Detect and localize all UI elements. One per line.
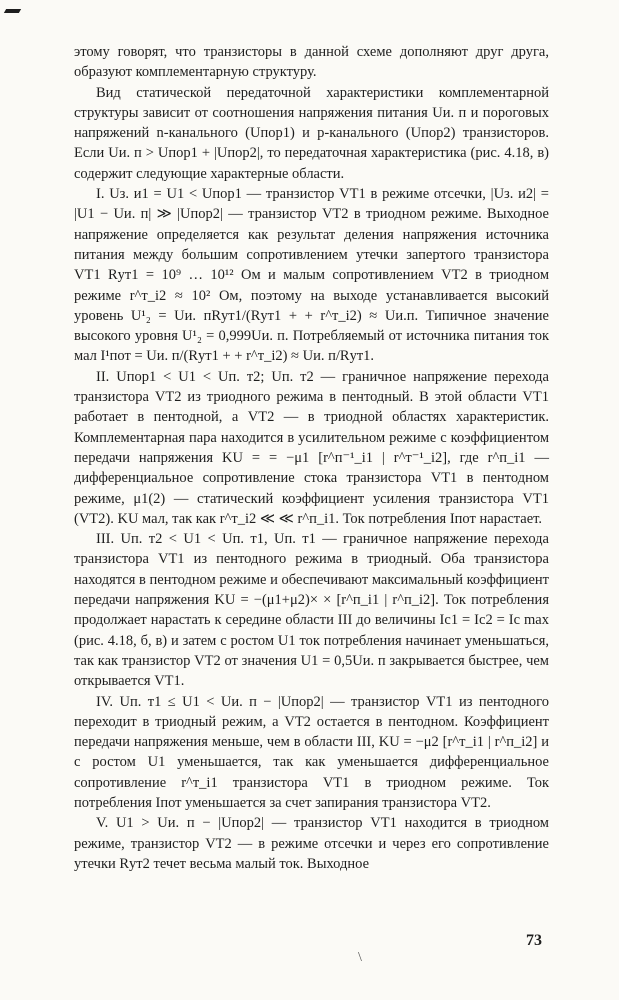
paragraph-region-5: V. U1 > Uи. п − |Uпор2| — транзистор VT1 находится в триодном режиме, транзистор VT2 — в режиме отсечки и через его сопротивление утечки Rут2 течет весьма малый ток. Выходное <box>74 815 549 872</box>
paragraph-2: Вид статической передаточной характеристики комплементарной структуры зависит от соотношения напряжения питания Uи. п и пороговых напряжений n-канального (Uпор1) и p-канального (Uпор2) транзисторов. Если Uи. п > Uпор1 + |Uпор2|, то передаточная характеристика (рис. 4.18, в) содержит следующие характерные области. <box>74 84 549 182</box>
paragraph-region-2: II. Uпор1 < U1 < Uп. т2; Uп. т2 — граничное напряжение перехода транзистора VT2 из триодного режима в пентодный. В этой области VT1 работает в пентодной, а VT2 — в триодной областях характеристик. Комплементарная пара находится в усилительном режиме с коэффициентом передачи напряжения KU = = −μ1 [r^п⁻¹_i1 | r^т⁻¹_i2], где r^п_i1 — дифференциальное сопротивление стока транзистора VT1 в пентодном режиме, μ1(2) — статический коэффициент усиления транзистора VT1 (VT2). KU мал, так как r^т_i2 ≪ ≪ r^п_i1. Ток потребления Iпот нарастает. <box>74 368 549 527</box>
page-number: 73 <box>526 932 542 949</box>
paragraph-1: этому говорят, что транзисторы в данной схеме дополняют друг друга, образуют комплементарную структуру. <box>74 44 549 81</box>
page-text <box>74 42 549 874</box>
paragraph-region-3: III. Uп. т2 < U1 < Uп. т1, Uп. т1 — граничное напряжение перехода транзистора VT1 из пентодного режима в триодный. Оба транзистора находятся в пентодном режиме и обеспечивают максимальный коэффициент передачи напряжения KU = −(μ1+μ2)× × [r^п_i1 | r^п_i2]. Ток потребления продолжает нарастать к середине области III до величины Ic1 = Ic2 = Ic max (рис. 4.18, б, в) и затем с ростом U1 ток потребления начинает уменьшаться, так как транзистор VT2 от значения U1 = 0,5Uи. п закрывается быстрее, чем открывается VT1. <box>74 531 549 690</box>
stray-mark: \ <box>358 950 362 965</box>
paragraph-region-4: IV. Uп. т1 ≤ U1 < Uи. п − |Uпор2| — транзистор VT1 из пентодного переходит в триодный режим, а VT2 остается в пентодном. Коэффициент передачи напряжения меньше, чем в области III, KU = −μ2 [r^т_i1 | r^п_i2] и с ростом U1 уменьшается, так как уменьшается дифференциальное сопротивление r^т_i1 транзистора VT1 в триодном режиме. Ток потребления Iпот уменьшается за счет запирания транзистора VT2. <box>74 693 549 811</box>
paragraph-region-1: I. Uз. и1 = U1 < Uпор1 — транзистор VT1 в режиме отсечки, |Uз. и2| = |U1 − Uи. п| ≫ |Uпор2| — транзистор VT2 в триодном режиме. Выходное напряжение определяется как результат деления напряжения источника питания между большим сопротивлением утечки запертого транзистора VT1 Rут1 = 10⁹ … 10¹² Ом и малым сопротивлением VT2 в триодном режиме r^т_i2 ≈ 10² Ом, поэтому на выходе устанавливается высокий уровень U¹₂ = Uи. пRут1/(Rут1 + + r^т_i2) ≈ Uи.п. Типичное значение высокого уровня U¹₂ = 0,999Uи. п. Потребляемый от источника питания ток мал I¹пот = Uи. п/(Rут1 + + r^т_i2) ≈ Uи. п/Rут1. <box>74 186 549 365</box>
corner-mark <box>4 9 21 13</box>
